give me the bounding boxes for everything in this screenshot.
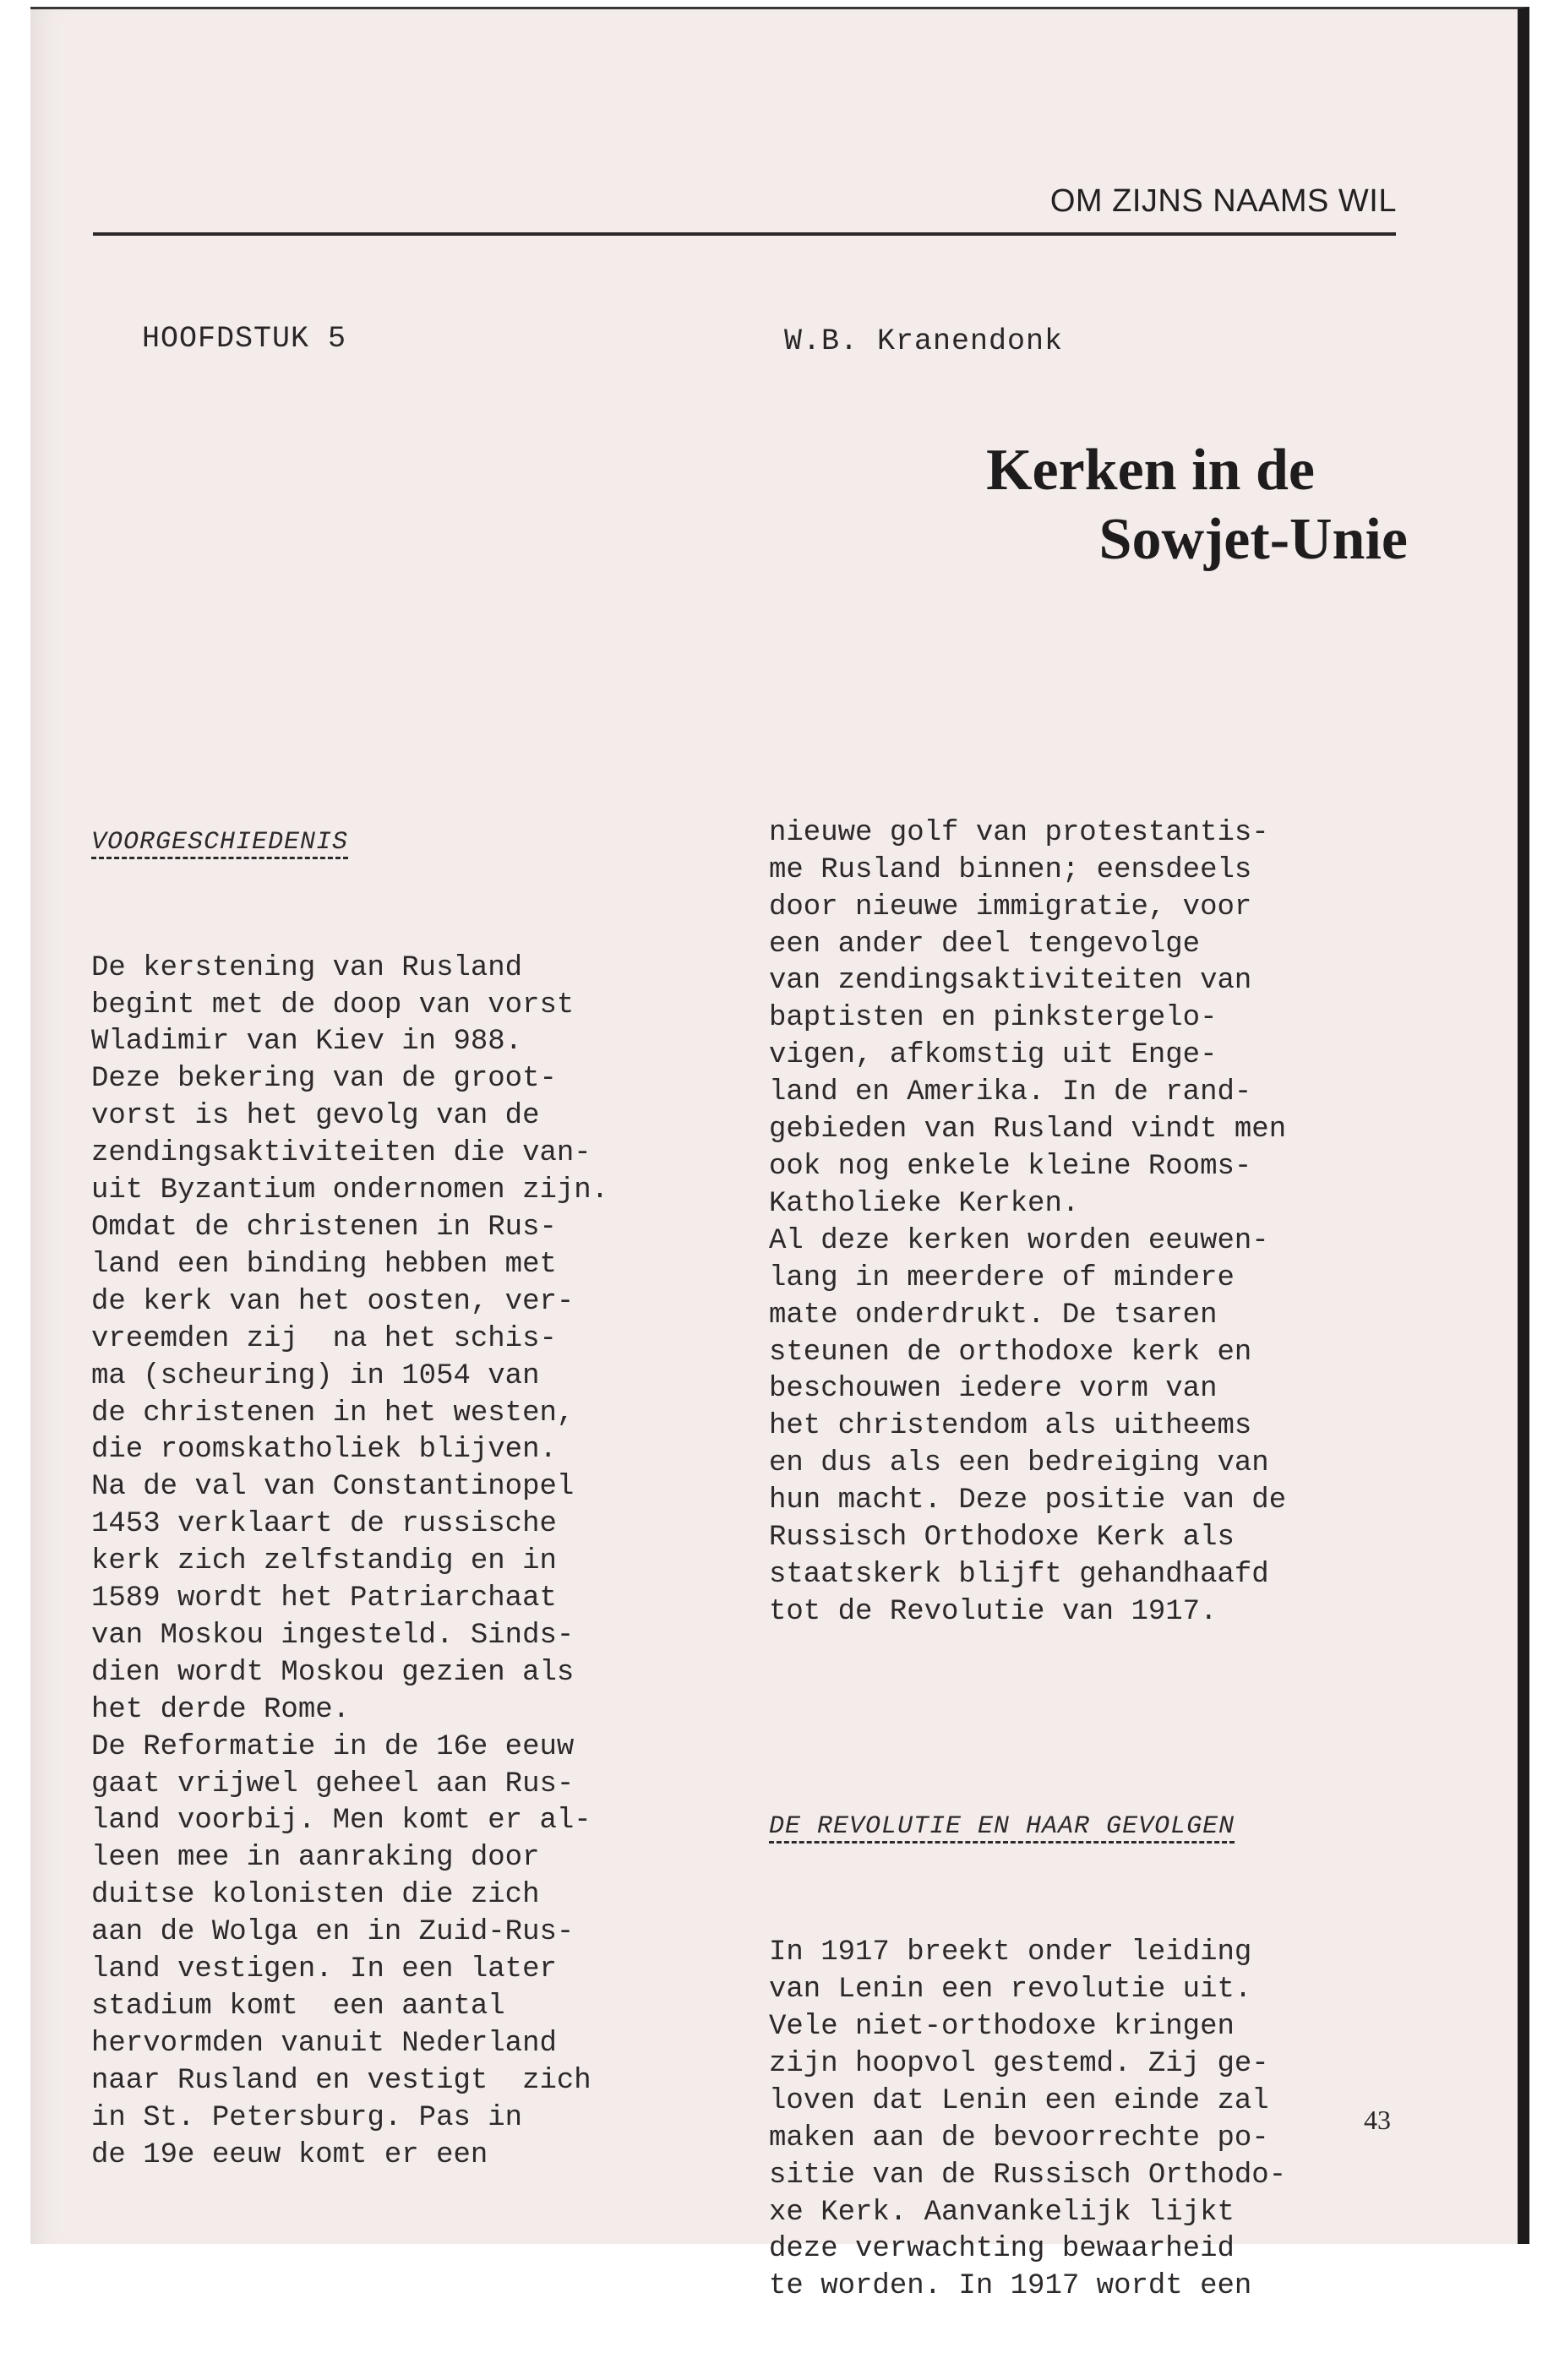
text-line: vorst is het gevolg van de (91, 1100, 540, 1133)
text-line: hervormden vanuit Nederland (91, 2027, 557, 2060)
text-line: begint met de doop van vorst (91, 988, 575, 1021)
text-line: land en Amerika. In de rand- (769, 1076, 1252, 1109)
document-page (30, 7, 1529, 2303)
text-line: in St. Petersburg. Pas in (91, 2101, 523, 2134)
text-line: gebieden van Rusland vindt men (769, 1114, 1287, 1146)
text-line: Deze bekering van de groot- (91, 1063, 557, 1096)
text-line: de 19e eeuw komt er een (91, 2138, 488, 2171)
title-line-1: Kerken in de (986, 438, 1315, 503)
right-column (769, 741, 1344, 2380)
text-line: Katholieke Kerken. (769, 1187, 1080, 1220)
author-name: W.B. Kranendonk (784, 324, 1064, 358)
text-line: naar Rusland en vestigt zich (91, 2064, 591, 2097)
text-line: lang in meerdere of mindere (769, 1261, 1235, 1294)
text-line: hun macht. Deze positie van de (769, 1484, 1287, 1517)
text-line: Al deze kerken worden eeuwen- (769, 1224, 1269, 1257)
text-line: van Moskou ingesteld. Sinds- (91, 1619, 575, 1652)
text-line: 1589 wordt het Patriarchaat (91, 1582, 557, 1615)
text-line: aan de Wolga en in Zuid-Rus- (91, 1916, 575, 1949)
text-line: steunen de orthodoxe kerk en (769, 1336, 1252, 1369)
text-line: De Reformatie in de 16e eeuw (91, 1730, 575, 1763)
text-line: Russisch Orthodoxe Kerk als (769, 1522, 1235, 1555)
text-line: vreemden zij na het schis- (91, 1322, 557, 1355)
text-line: van zendingsaktiviteiten van (769, 965, 1252, 998)
text-line: land voorbij. Men komt er al- (91, 1805, 591, 1838)
text-line: 1453 verklaart de russische (91, 1508, 557, 1541)
right-column-part-2 (769, 1935, 1344, 2306)
text-line: me Rusland binnen; eensdeels (769, 853, 1252, 886)
text-line: te worden. In 1917 wordt een (769, 2270, 1252, 2303)
text-line: sitie van de Russisch Orthodo- (769, 2159, 1287, 2192)
text-line: het derde Rome. (91, 1693, 351, 1726)
header-rule (93, 232, 1396, 236)
text-line: de christenen in het westen, (91, 1397, 575, 1430)
text-line: Vele niet-orthodoxe kringen (769, 2011, 1235, 2043)
text-line: De kerstening van Rusland (91, 951, 523, 984)
page-number: 43 (1364, 2105, 1391, 2135)
section-heading-voorgeschiedenis: VOORGESCHIEDENIS (91, 827, 349, 857)
article-title (986, 436, 1408, 575)
text-line: een ander deel tengevolge (769, 928, 1201, 961)
text-line: nieuwe golf van protestantis- (769, 816, 1269, 849)
text-line: vigen, afkomstig uit Enge- (769, 1039, 1218, 1072)
text-line: leen mee in aanraking door (91, 1842, 540, 1875)
paragraph-gap (769, 1706, 1344, 1735)
title-line-2: Sowjet-Unie (1098, 507, 1408, 572)
left-column (91, 749, 666, 2175)
text-line: baptisten en pinkstergelo- (769, 1002, 1218, 1035)
text-line: en dus als een bedreiging van (769, 1447, 1269, 1480)
text-line: In 1917 breekt onder leiding (769, 1936, 1252, 1969)
text-line: stadium komt een aantal (91, 1991, 505, 2023)
text-line: maken aan de bevoorrechte po- (769, 2121, 1269, 2154)
text-line: uit Byzantium ondernomen zijn. (91, 1174, 609, 1207)
text-line: xe Kerk. Aanvankelijk lijkt (769, 2196, 1235, 2229)
text-line: Omdat de christenen in Rus- (91, 1211, 557, 1244)
text-line: land vestigen. In een later (91, 1953, 557, 1986)
chapter-label: HOOFDSTUK 5 (142, 322, 347, 356)
text-line: loven dat Lenin een einde zal (769, 2084, 1269, 2117)
text-line: tot de Revolutie van 1917. (769, 1595, 1218, 1628)
text-line: het christendom als uitheems (769, 1410, 1252, 1443)
text-line: dien wordt Moskou gezien als (91, 1656, 575, 1689)
text-line: staatskerk blijft gehandhaafd (769, 1558, 1269, 1591)
text-line: de kerk van het oosten, ver- (91, 1285, 575, 1318)
section-heading-revolutie: DE REVOLUTIE EN HAAR GEVOLGEN (769, 1812, 1235, 1842)
text-line: duitse kolonisten die zich (91, 1879, 540, 1912)
right-column-part-1 (769, 815, 1344, 1631)
text-line: ma (scheuring) in 1054 van (91, 1359, 540, 1392)
text-line: mate onderdrukt. De tsaren (769, 1299, 1218, 1332)
text-line: die roomskatholiek blijven. (91, 1434, 557, 1467)
text-line: door nieuwe immigratie, voor (769, 890, 1252, 923)
text-line: ook nog enkele kleine Rooms- (769, 1150, 1252, 1183)
text-line: zendingsaktiviteiten die van- (91, 1137, 591, 1170)
text-line: Wladimir van Kiev in 988. (91, 1026, 523, 1059)
text-line: deze verwachting bewaarheid (769, 2233, 1235, 2266)
text-line: zijn hoopvol gestemd. Zij ge- (769, 2047, 1269, 2080)
running-header: OM ZIJNS NAAMS WIL (1049, 183, 1397, 219)
text-line: land een binding hebben met (91, 1248, 557, 1281)
text-line: beschouwen iedere vorm van (769, 1373, 1218, 1406)
text-line: gaat vrijwel geheel aan Rus- (91, 1767, 575, 1800)
text-line: Na de val van Constantinopel (91, 1471, 575, 1504)
text-line: van Lenin een revolutie uit. (769, 1974, 1252, 2007)
text-line: kerk zich zelfstandig en in (91, 1545, 557, 1578)
